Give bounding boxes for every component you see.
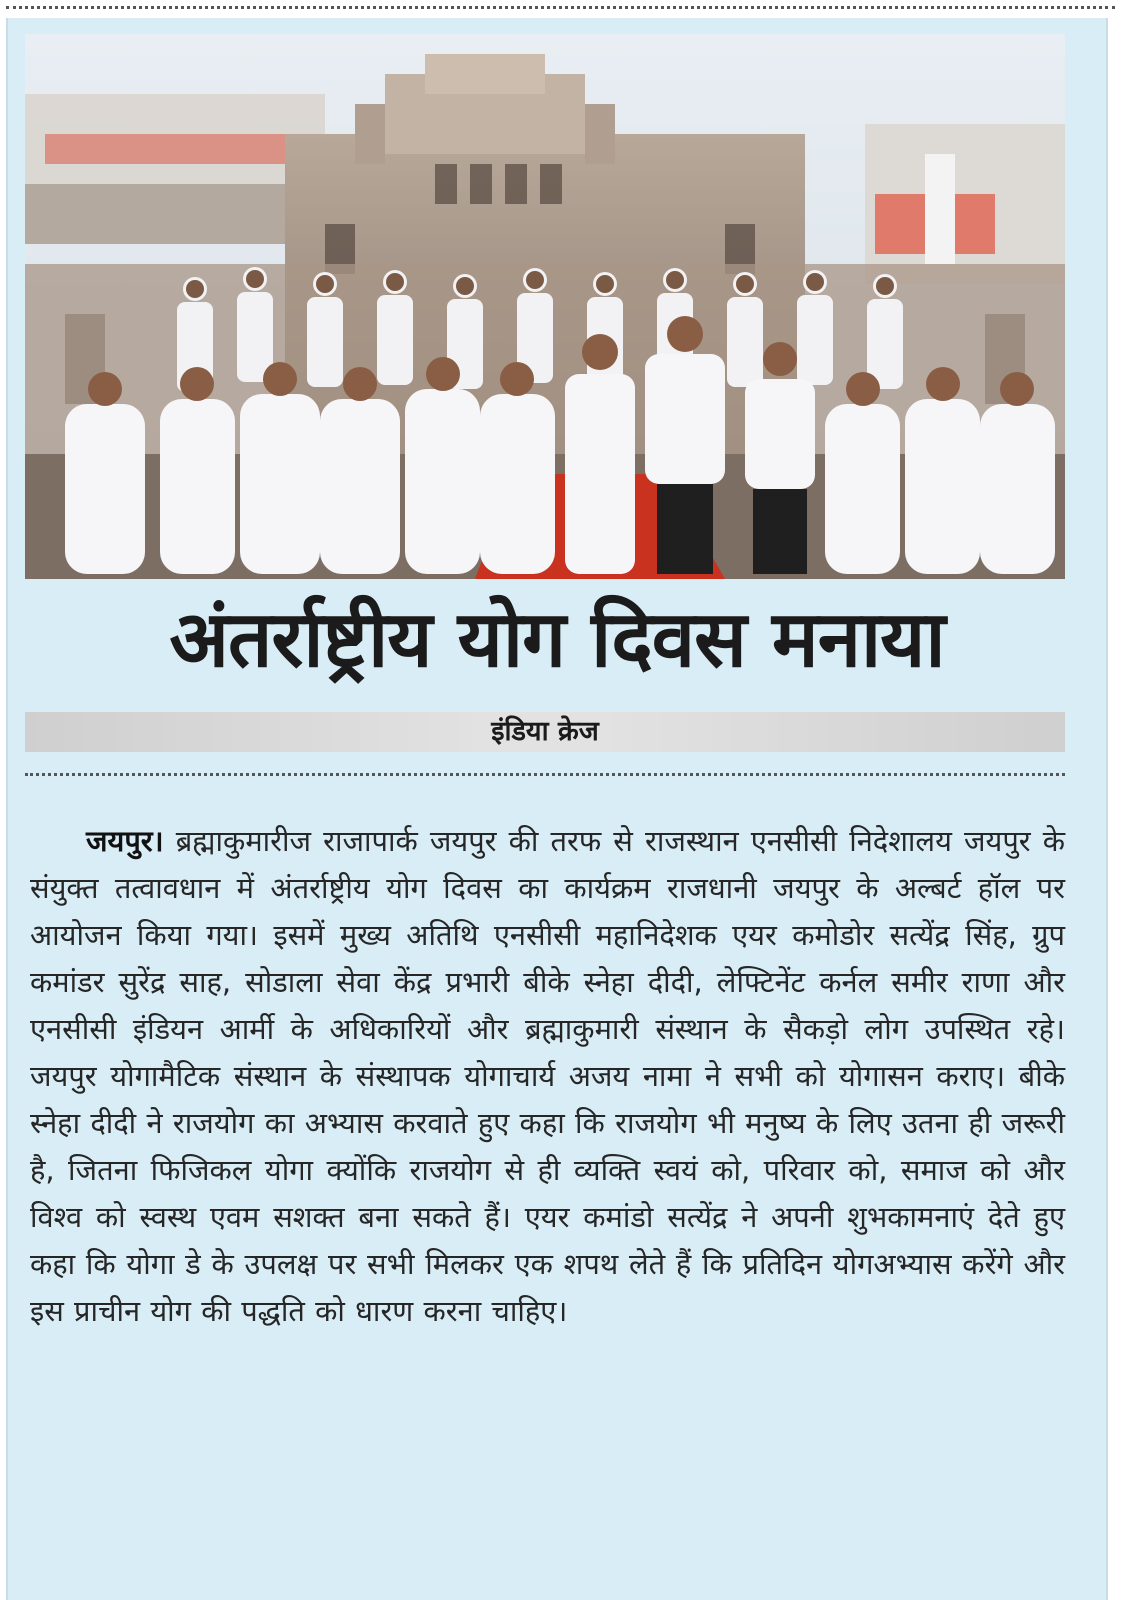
dateline: जयपुर। — [86, 824, 164, 858]
top-dotted-rule — [6, 6, 1115, 9]
article-indent — [30, 824, 86, 858]
article-body — [30, 818, 1065, 1335]
news-clipping — [6, 18, 1108, 1600]
group-photo-illustration — [25, 34, 1065, 579]
article-text: ब्रह्माकुमारीज राजापार्क जयपुर की तरफ से राजस्थान एनसीसी निदेशालय जयपुर के संयुक्त तत्वावधान में अंतर्राष्ट्रीय योग दिवस का कार्यक्रम राजधानी जयपुर के अल्बर्ट हॉल पर आयोजन किया गया। इसमें मुख्य अतिथि एनसीसी महानिदेशक एयर कमोडोर सत्येंद्र सिंह, ग्रुप कमांडर सुरेंद्र साह, सोडाला सेवा केंद्र प्रभारी बीके स्नेहा दीदी, लेफ्टिनेंट कर्नल समीर राणा और एनसीसी इंडियन आर्मी के अधिकारियों और ब्रह्माकुमारी संस्थान के सैकड़ो लोग उपस्थित रहे। जयपुर योगामैटिक संस्थान के संस्थापक योगाचार्य अजय नामा ने सभी को योगासन कराए। बीके स्नेहा दीदी ने राजयोग का अभ्यास करवाते हुए कहा कि राजयोग भी मनुष्य के लिए उतना ही जरूरी है, जितना फिजिकल योगा क्योंकि राजयोग से ही व्यक्ति स्वयं को, परिवार को, समाज को और विश्व को स्वस्थ एवम सशक्त बना सकते हैं। एयर कमांडो सत्येंद्र ने अपनी शुभकामनाएं देते हुए कहा कि योगा डे के उपलक्ष पर सभी मिलकर एक शपथ लेते हैं कि प्रतिदिन योगअभ्यास करेंगे और इस प्राचीन योग की पद्धति को धारण करना चाहिए। — [30, 824, 1065, 1328]
headline: अंतर्राष्ट्रीय योग दिवस मनाया — [169, 595, 945, 685]
byline: इंडिया क्रेज — [491, 716, 599, 747]
section-dotted-rule — [25, 773, 1065, 776]
group-photo — [25, 34, 1065, 579]
byline-bar — [25, 712, 1065, 752]
